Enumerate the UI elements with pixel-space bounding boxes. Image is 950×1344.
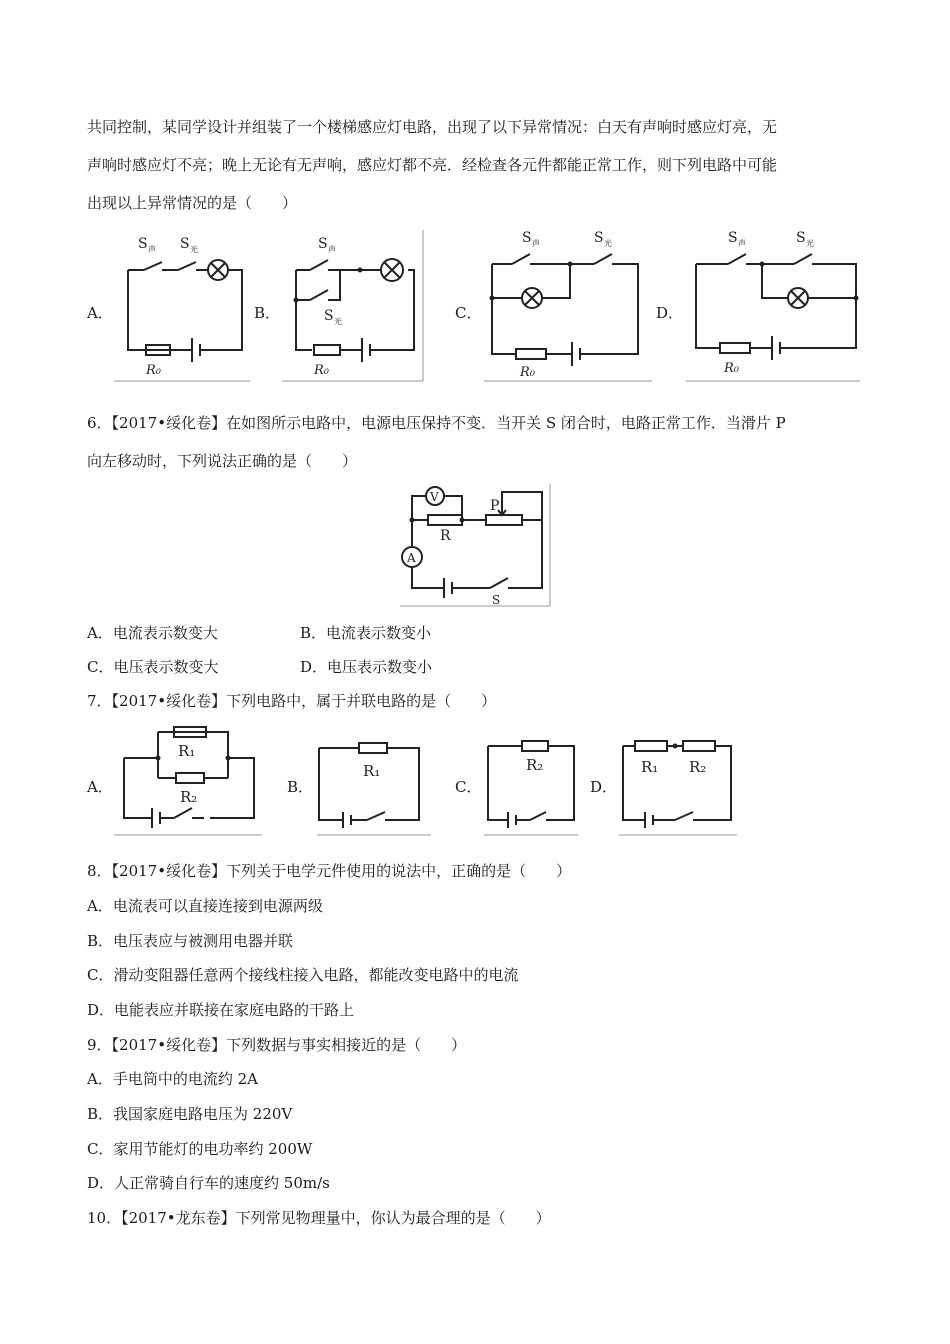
- q5d-switch-light-sub: 光: [806, 239, 814, 248]
- q7-circuit-a: [112, 722, 264, 838]
- q6-voltmeter-label: V: [430, 490, 439, 504]
- q5a-switch-light-label: S: [180, 236, 190, 252]
- q5-circuit-d: [684, 228, 862, 383]
- q5-line-3: 出现以上异常情况的是（ ）: [87, 194, 298, 212]
- q5-option-b-label: B．: [254, 304, 281, 322]
- q7a-r2-label: R₂: [180, 788, 198, 806]
- q6-option-a: A．电流表示数变大: [87, 624, 218, 642]
- q6-option-d: D．电压表示数变小: [300, 658, 433, 676]
- q8-option-d: D．电能表应并联接在家庭电路的干路上: [87, 1001, 355, 1019]
- q5b-switch-sound-sub: 声: [328, 245, 336, 254]
- q5d-switch-sound-sub: 声: [738, 239, 746, 248]
- q9-option-d: D．人正常骑自行车的速度约 50m/s: [87, 1174, 330, 1192]
- q5d-resistor-label: R₀: [724, 361, 739, 376]
- q5c-switch-light-label: S: [594, 230, 604, 246]
- q5c-resistor-label: R₀: [520, 365, 535, 380]
- q6-slider-label: P: [490, 498, 500, 514]
- q6-resistor-label: R: [440, 528, 451, 544]
- q5c-switch-light-sub: 光: [604, 239, 612, 248]
- q5-line-1: 共同控制，某同学设计并组装了一个楼梯感应灯电路，出现了以下异常情况：白天有声响时感应灯亮，无: [87, 118, 778, 136]
- q5c-switch-sound-label: S: [522, 230, 532, 246]
- q5b-resistor-label: R₀: [314, 363, 329, 378]
- q5a-switch-light-sub: 光: [190, 245, 198, 254]
- q5d-switch-sound-label: S: [728, 230, 738, 246]
- q5-option-d-label: D．: [656, 304, 684, 322]
- q7-option-d-label: D．: [590, 778, 618, 796]
- q6-switch-label: S: [492, 593, 501, 607]
- q7-circuit-d: [617, 734, 739, 838]
- q5-circuit-b: [280, 228, 425, 383]
- q5d-switch-light-label: S: [796, 230, 806, 246]
- q5-circuit-c: [482, 228, 654, 383]
- q7-option-c-label: C．: [455, 778, 482, 796]
- q5a-resistor-label: R₀: [146, 363, 161, 378]
- q9-option-c: C．家用节能灯的电功率约 200W: [87, 1140, 313, 1158]
- q6-option-b: B．电流表示数变小: [300, 624, 432, 642]
- q6-ammeter-label: A: [407, 551, 416, 565]
- q5a-switch-sound-sub: 声: [148, 245, 156, 254]
- q6-option-c: C．电压表示数变大: [87, 658, 219, 676]
- q10-line: 10．【2017•龙东卷】下列常见物理量中，你认为最合理的是（ ）: [87, 1209, 551, 1227]
- q5b-switch-light-label: S: [324, 308, 334, 324]
- q9-option-b: B．我国家庭电路电压为 220V: [87, 1105, 293, 1123]
- q9-option-a: A．手电筒中的电流约 2A: [87, 1070, 258, 1088]
- q5a-switch-sound-label: S: [138, 236, 148, 252]
- q6-circuit: [398, 482, 552, 608]
- q7-line: 7．【2017•绥化卷】下列电路中，属于并联电路的是（ ）: [87, 692, 497, 710]
- q5-circuit-a: [112, 228, 252, 383]
- q7c-r2-label: R₂: [526, 756, 544, 774]
- q5b-switch-sound-label: S: [318, 236, 328, 252]
- q6-line-1: 6．【2017•绥化卷】在如图所示电路中，电源电压保持不变．当开关 S 闭合时，电路正常工作．当滑片 P: [87, 414, 786, 432]
- q8-option-a: A．电流表可以直接连接到电源两级: [87, 897, 323, 915]
- q8-option-c: C．滑动变阻器任意两个接线柱接入电路，都能改变电路中的电流: [87, 966, 519, 984]
- q6-line-2: 向左移动时，下列说法正确的是（ ）: [87, 452, 358, 470]
- q7-option-b-label: B．: [287, 778, 314, 796]
- q5-option-a-label: A．: [87, 304, 113, 322]
- q7a-r1-label: R₁: [178, 742, 196, 760]
- q5b-switch-light-sub: 光: [334, 317, 342, 326]
- q5-option-c-label: C．: [455, 304, 482, 322]
- q7d-r1-label: R₁: [641, 758, 659, 776]
- q9-line: 9．【2017•绥化卷】下列数据与事实相接近的是（ ）: [87, 1036, 467, 1054]
- q5c-switch-sound-sub: 声: [532, 239, 540, 248]
- q8-line: 8．【2017•绥化卷】下列关于电学元件使用的说法中，正确的是（ ）: [87, 862, 572, 880]
- q7-option-a-label: A．: [87, 778, 113, 796]
- q7d-r2-label: R₂: [689, 758, 707, 776]
- q5-line-2: 声响时感应灯不亮；晚上无论有无声响，感应灯都不亮．经检查各元件都能正常工作，则下列电路中可能: [87, 156, 778, 174]
- q7-circuit-b: [315, 734, 433, 838]
- q7b-r1-label: R₁: [363, 762, 381, 780]
- q7-circuit-c: [482, 734, 580, 838]
- q8-option-b: B．电压表应与被测用电器并联: [87, 932, 294, 950]
